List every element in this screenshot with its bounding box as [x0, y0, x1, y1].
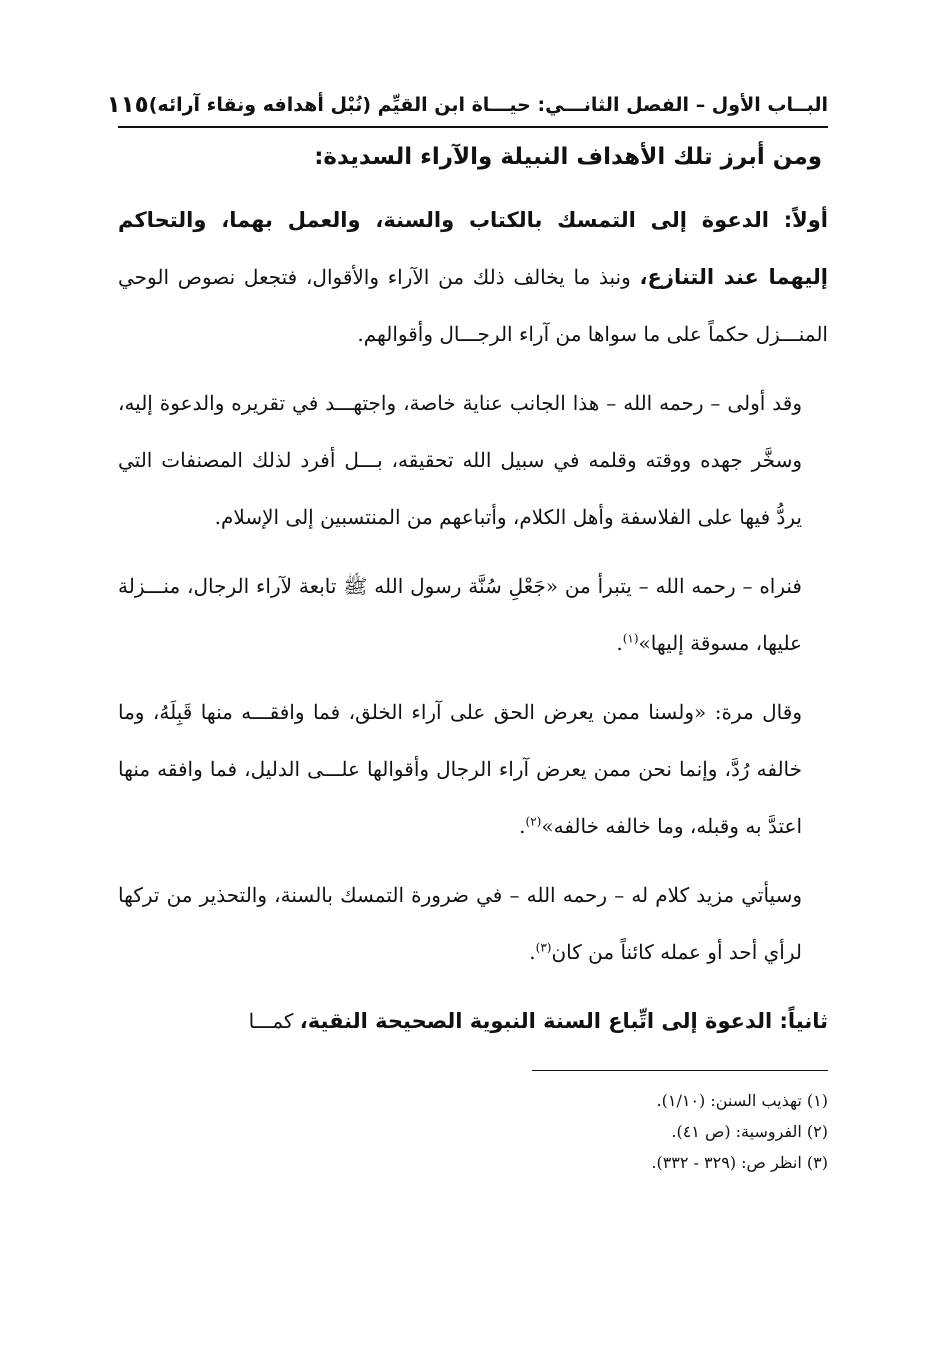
more-text: وسيأتي مزيد كلام له – رحمه الله – في ضرورة التمسك بالسنة، والتحذير من تركها لرأي أحد أو عمله كائناً من كان [118, 883, 802, 964]
paragraph-quote-2 [118, 684, 828, 855]
paragraph-more [118, 867, 828, 981]
attention-text: وقد أولى – رحمه الله – هذا الجانب عناية خاصة، واجتهـــد في تقريره والدعوة إليه، وسخَّر جهده ووقته وقلمه في سبيل الله تحقيقه، بـــل أفرد لذلك المصنفات التي يردُّ فيها على الفلاسفة وأهل الكلام، وأتباعهم من المنتسبين إلى الإسلام. [118, 391, 802, 529]
page-number: ١١٥ [106, 92, 149, 118]
header-rule [118, 126, 828, 128]
footnote-ref-3[interactable]: (٣) [535, 940, 552, 955]
footnotes [118, 1085, 828, 1178]
paragraph-quote-1 [118, 558, 828, 672]
quote-2-tail: . [519, 814, 526, 838]
first-goal-text: ونبذ ما يخالف ذلك من الآراء والأقوال، فتجعل نصوص الوحي المنـــزل حكماً على ما سواها من آراء الرجـــال وأقوالهم. [118, 265, 828, 346]
running-header-title: البــاب الأول – الفصل الثانـــي: حيـــاة ابن القيِّم (نُبْل أهدافه ونقاء آرائه) [148, 94, 828, 116]
footnote-ref-2[interactable]: (٢) [525, 814, 542, 829]
second-goal-text: كمـــا [248, 1009, 300, 1033]
paragraph-first-goal [118, 192, 828, 363]
footnote-1: (١) تهذيب السنن: (١/١٠). [656, 1091, 828, 1110]
footnote-3: (٣) انظر ص: (٣٢٩ - ٣٣٢). [651, 1153, 828, 1172]
running-header [106, 86, 828, 124]
footnote-2: (٢) الفروسية: (ص ٤١). [671, 1122, 828, 1141]
footnote-rule [532, 1070, 828, 1071]
book-page [106, 86, 828, 1178]
quote-1-tail: . [616, 631, 623, 655]
second-goal-heading: ثانياً: الدعوة إلى اتِّباع السنة النبوية الصحيحة النقية، [299, 1009, 828, 1033]
footnote-ref-1[interactable]: (١) [622, 631, 639, 646]
first-goal-heading: أولاً: الدعوة إلى التمسك بالكتاب والسنة، والعمل بهما، والتحاكم إليهما عند التنازع، [118, 208, 828, 289]
quote-1-text: فنراه – رحمه الله – يتبرأ من «جَعْلِ سُنَّة رسول الله ﷺ تابعة لآراء الرجال، منـــزلة عليها، مسوقة إليها» [118, 574, 802, 655]
paragraph-attention [118, 375, 828, 546]
paragraph-second-goal [118, 993, 828, 1050]
quote-2-text: وقال مرة: «ولسنا ممن يعرض الحق على آراء الخلق، فما وافقـــه منها قَبِلَهُ، وما خالفه رُدَّ، وإنما نحن ممن يعرض آراء الرجال وأقوالها علـــى الدليل، فما وافقه منها اعتدَّ به وقبله، وما خالفه خالفه» [118, 700, 802, 838]
section-intro-heading: ومن أبرز تلك الأهداف النبيلة والآراء السديدة: [314, 144, 822, 170]
more-tail: . [529, 940, 536, 964]
